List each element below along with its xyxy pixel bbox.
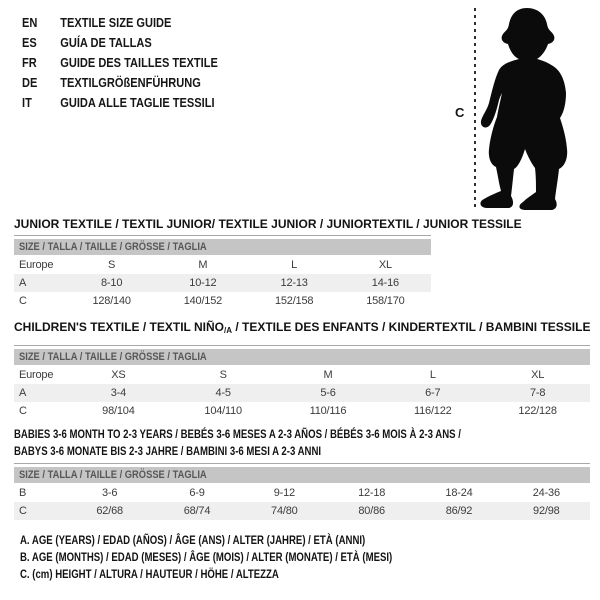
legend [20, 532, 485, 583]
row-label: Europe [19, 369, 54, 381]
legend-line-a: A. AGE (YEARS) / EDAD (AÑOS) / ÂGE (ANS) / ALTER (JAHRE) / ETÀ (ANNI) [20, 533, 366, 547]
age-cell: 6-9 [189, 487, 205, 499]
language-label: GUIDA ALLE TAGLIE TESSILI [60, 94, 215, 110]
language-label: TEXTILGRÖßENFÜHRUNG [60, 74, 201, 90]
language-code: FR [22, 54, 37, 70]
table-row [14, 256, 431, 274]
height-cell: 80/86 [358, 505, 385, 517]
language-code: IT [22, 94, 32, 110]
age-cell: 12-13 [280, 277, 308, 289]
age-cell: 9-12 [273, 487, 295, 499]
babies-title-line2: BABYS 3-6 MONATE BIS 2-3 JAHRE / BAMBINI 3-6 MESI A 2-3 ANNI [14, 444, 322, 458]
height-cell: 74/80 [271, 505, 298, 517]
size-header-bar [14, 239, 431, 255]
children-title-subscript: /A [223, 326, 232, 335]
table-row [14, 502, 590, 520]
age-cell: 10-12 [189, 277, 217, 289]
age-cell: 8-10 [101, 277, 123, 289]
language-code: DE [22, 74, 38, 90]
table-row [14, 402, 590, 420]
height-cell: 98/104 [102, 405, 135, 417]
age-cell: 7-8 [529, 387, 546, 399]
row-label: C [19, 295, 27, 307]
row-label: C [19, 505, 27, 517]
height-measure-label: C [455, 105, 465, 120]
age-cell: 12-18 [358, 487, 386, 499]
table-top-rule [14, 463, 590, 464]
height-cell: 68/74 [183, 505, 211, 517]
language-row-it [22, 92, 218, 112]
language-label: GUÍA DE TALLAS [60, 34, 152, 50]
babies-title-line1: BABIES 3-6 MONTH TO 2-3 YEARS / BEBÉS 3-6 MESES A 2-3 AÑOS / BÉBÉS 3-6 MOIS À 2-3 ANS / [14, 427, 461, 441]
size-cell: L [291, 259, 298, 271]
row-label: C [19, 405, 27, 417]
height-cell: 104/110 [204, 405, 242, 417]
height-cell: 140/152 [183, 295, 223, 307]
children-size-table [14, 345, 590, 420]
language-row-de [22, 72, 218, 92]
junior-size-table [14, 235, 431, 310]
row-label: B [19, 487, 27, 499]
babies-section-title [14, 426, 573, 460]
size-cell: M [198, 259, 208, 271]
table-row [14, 274, 431, 292]
language-label: TEXTILE SIZE GUIDE [60, 14, 172, 30]
children-section-title [14, 318, 590, 339]
language-code: ES [22, 34, 37, 50]
height-cell: 122/128 [518, 405, 557, 417]
height-cell: 158/170 [366, 295, 405, 307]
table-top-rule [14, 235, 431, 236]
size-cell: L [429, 369, 436, 381]
height-cell: 86/92 [445, 505, 473, 517]
language-row-fr [22, 52, 218, 72]
age-cell: 3-4 [110, 387, 127, 399]
size-header-label: SIZE / TALLA / TAILLE / GRÖSSE / TAGLIA [19, 351, 207, 363]
size-cell: XS [111, 369, 126, 381]
language-list [22, 12, 252, 112]
table-row [14, 292, 431, 310]
size-header-label: SIZE / TALLA / TAILLE / GRÖSSE / TAGLIA [19, 469, 207, 481]
age-cell: 5-6 [320, 387, 336, 399]
language-code: EN [22, 14, 38, 30]
table-row [14, 384, 590, 402]
junior-section-title: JUNIOR TEXTILE / TEXTIL JUNIOR/ TEXTILE JUNIOR / JUNIORTEXTIL / JUNIOR TESSILE [14, 217, 522, 231]
babies-size-table [14, 463, 590, 520]
size-header-bar [14, 349, 590, 365]
size-cell: XL [531, 369, 545, 381]
age-cell: 4-5 [215, 387, 231, 399]
size-cell: XL [378, 259, 392, 271]
age-cell: 6-7 [425, 387, 441, 399]
baby-silhouette-icon [478, 2, 598, 214]
age-cell: 3-6 [102, 487, 118, 499]
size-cell: S [219, 369, 227, 381]
children-title-part1: CHILDREN'S TEXTILE / TEXTIL NIÑO [14, 320, 224, 334]
children-title-part2: / TEXTILE DES ENFANTS / KINDERTEXTIL / BAMBINI TESSILE [231, 320, 591, 334]
row-label: A [19, 387, 27, 399]
size-header-label: SIZE / TALLA / TAILLE / GRÖSSE / TAGLIA [19, 241, 207, 253]
size-header-bar [14, 467, 590, 483]
age-cell: 14-16 [371, 277, 399, 289]
height-measure-line [474, 8, 476, 208]
legend-line-c: C. (cm) HEIGHT / ALTURA / HAUTEUR / HÖHE / ALTEZZA [20, 567, 279, 581]
age-cell: 24-36 [532, 487, 560, 499]
height-cell: 62/68 [96, 505, 123, 517]
language-row-es [22, 32, 218, 52]
height-cell: 110/116 [309, 405, 347, 417]
size-cell: S [108, 259, 116, 271]
age-cell: 18-24 [445, 487, 473, 499]
table-row [14, 366, 590, 384]
table-top-rule [14, 345, 590, 346]
row-label: Europe [19, 259, 54, 271]
height-cell: 152/158 [274, 295, 314, 307]
language-label: GUIDE DES TAILLES TEXTILE [60, 54, 218, 70]
height-cell: 92/98 [533, 505, 560, 517]
language-row-en [22, 12, 218, 32]
size-cell: M [323, 369, 333, 381]
height-cell: 116/122 [414, 405, 452, 417]
height-cell: 128/140 [92, 295, 131, 307]
legend-line-b: B. AGE (MONTHS) / EDAD (MESES) / ÂGE (MOIS) / ALTER (MONATE) / ETÀ (MESI) [20, 550, 393, 564]
table-row [14, 484, 590, 502]
row-label: A [19, 277, 27, 289]
